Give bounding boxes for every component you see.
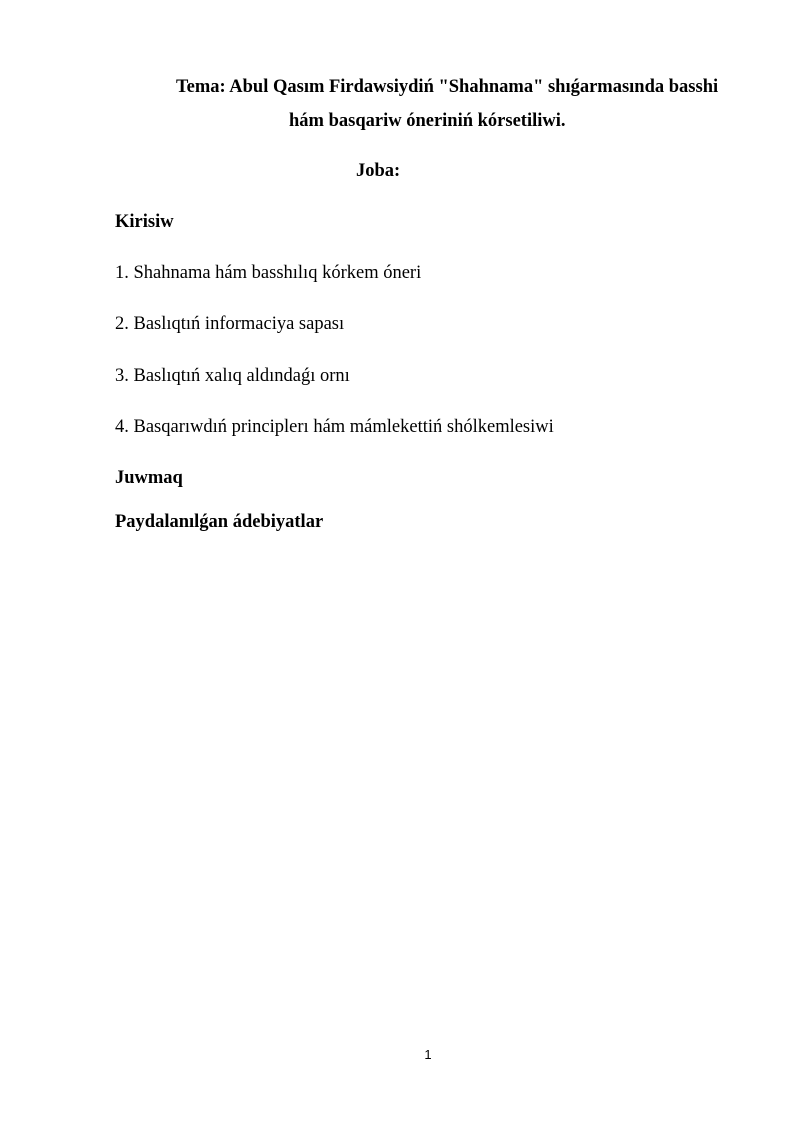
title-line-2: hám basqariw óneriniń kórsetiliwi. <box>289 111 566 131</box>
toc-item: 3. Baslıqtıń xalıq aldındaǵı ornı <box>115 366 350 386</box>
plan-heading: Joba: <box>356 161 401 181</box>
page-number: 1 <box>424 1047 432 1062</box>
conclusion-heading: Juwmaq <box>115 468 183 488</box>
intro-heading: Kirisiw <box>115 212 174 232</box>
toc-item: 1. Shahnama hám basshılıq kórkem óneri <box>115 263 422 283</box>
title-line-1: Tema: Abul Qasım Firdawsiydiń "Shahnama" shıǵarmasında basshi <box>176 77 719 97</box>
toc-item: 2. Baslıqtıń informaciya sapası <box>115 314 345 334</box>
references-heading: Paydalanılǵan ádebiyatlar <box>115 512 324 532</box>
toc-item: 4. Basqarıwdıń principlerı hám mámlekettiń shólkemlesiwi <box>115 417 554 437</box>
